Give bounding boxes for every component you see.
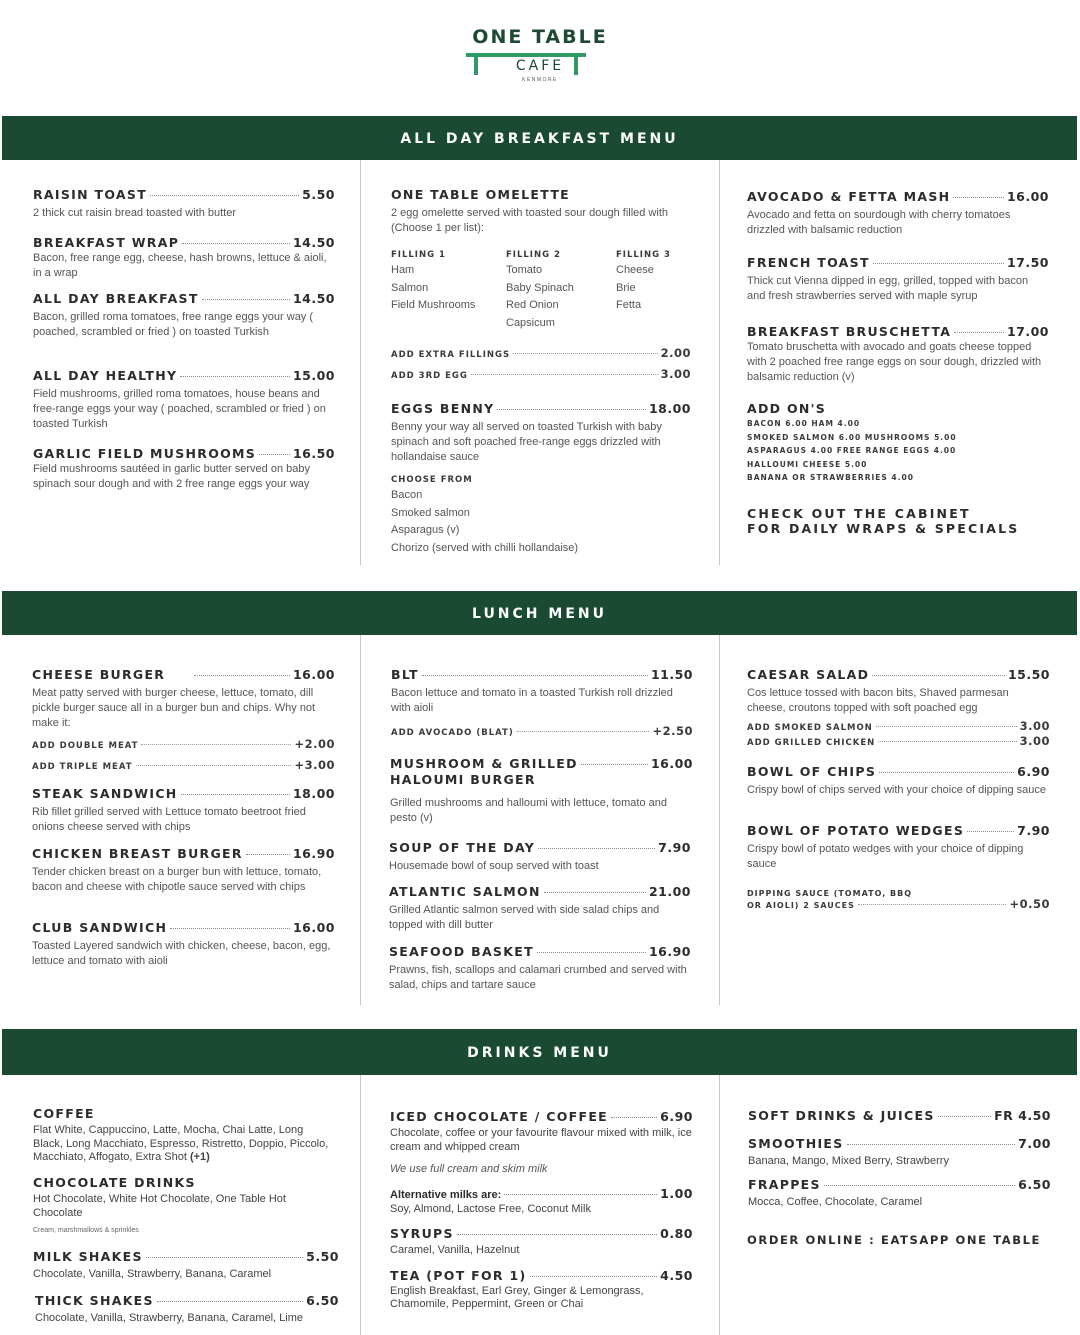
choose-label: CHOOSE FROM [391,475,473,485]
item-name: CAESAR SALAD [747,667,870,682]
item-desc: Bacon, free range egg, cheese, hash browns, lettuce & aioli, in a wrap [33,252,327,279]
menu-item [747,764,1050,798]
lunch-header: LUNCH MENU [2,591,1077,635]
addons [747,401,1049,485]
choice: Smoked salmon [391,506,470,519]
filling-option: Brie [616,281,636,294]
item-price: 15.00 [292,368,335,383]
item-name: ALL DAY BREAKFAST [33,291,199,306]
menu-item [33,446,335,492]
item-desc: Toasted Layered sandwich with chicken, cheese, bacon, egg, lettuce and tomato with aioli [32,940,331,967]
extra-price: 3.00 [1019,719,1050,733]
menu-item [390,756,693,826]
item-price: 18.00 [648,401,691,416]
extra-price: 2.00 [660,346,691,360]
filling-option: Ham [391,264,415,276]
item-price: 6.50 [306,1293,339,1308]
item-price: 11.50 [650,667,693,682]
item-price: 17.50 [1006,255,1049,270]
extra-price: 3.00 [660,367,691,381]
filling-option: Baby Spinach [506,281,574,294]
extra-name: ADD SMOKED SALMON [747,723,873,733]
choice: Chorizo (served with chilli hollandaise) [391,541,579,554]
filling-option: Cheese [616,264,654,276]
extra-name: ADD TRIPLE MEAT [32,762,133,772]
item-name: STEAK SANDWICH [32,786,178,801]
item-desc: Mocca, Coffee, Chocolate, Caramel [748,1196,923,1208]
addon-line: BANANA OR STRAWBERRIES 4.00 [747,473,914,482]
item-name: SOFT DRINKS & JUICES [748,1108,935,1123]
item-name: THICK SHAKES [35,1293,154,1308]
item-desc: Cos lettuce tossed with bacon bits, Shaved parmesan cheese, croutons topped with soft poached egg [747,687,1009,714]
choice: Bacon [391,489,423,501]
item-price: 0.80 [660,1226,693,1241]
promo-line: CHECK OUT THE CABINET [747,506,971,521]
extra-item [32,737,335,753]
item-price: 14.50 [292,291,335,306]
item-price: 5.50 [306,1249,339,1264]
extra-item [747,720,1050,750]
item-price: 16.90 [648,944,691,959]
item-note: Cream, marshmallows & sprinkles [33,1227,139,1234]
filling-option: Capsicum [506,316,555,329]
item-desc: Banana, Mango, Mixed Berry, Strawberry [748,1155,949,1167]
item-name: RAISIN TOAST [33,187,148,202]
item-name: CHEESE BURGER [32,667,166,682]
extra-item [391,724,693,740]
addon-line: BACON 6.00 HAM 4.00 [747,419,861,428]
extra-name: ADD 3RD EGG [391,371,468,381]
divider [719,635,720,1005]
drinks-header: DRINKS MENU [2,1029,1077,1075]
filling-option: Salmon [391,281,429,294]
menu-item [33,368,335,432]
item-name: BREAKFAST WRAP [33,235,180,250]
divider [719,160,720,565]
item-name: ICED CHOCOLATE / COFFEE [390,1109,609,1124]
item-price: 16.50 [292,446,335,461]
addon-line: HALLOUMI CHEESE 5.00 [747,459,868,469]
item-name: CLUB SANDWICH [32,920,168,935]
item-price: 14.50 [292,235,335,250]
item-name: TEA (POT FOR 1) [390,1268,527,1283]
addon-line: ASPARAGUS 4.00 FREE RANGE EGGS 4.00 [747,446,957,455]
filling-option: Fetta [616,299,642,311]
item-name: CHOCOLATE DRINKS [33,1175,196,1190]
item-desc: Meat patty served with burger cheese, lettuce, tomato, dill pickle burger sauce all in a burger bun and chips. Why not make it: [32,687,316,729]
extra-price: 3.00 [1019,734,1050,748]
menu-item [33,187,335,221]
item-name: HALOUMI BURGER [390,772,536,787]
item-price: 1.00 [660,1186,693,1201]
item-desc: Grilled Atlantic salmon served with side salad chips and topped with dill butter [389,904,660,931]
item-desc: Bacon lettuce and tomato in a toasted Turkish roll drizzled with aioli [391,687,673,714]
item-price: 16.90 [292,846,335,861]
extra-price: +2.00 [294,737,335,751]
item-name: FRENCH TOAST [747,255,870,270]
menu-item [32,920,335,969]
menu-item-cheese-burger [32,667,335,731]
item-desc: 2 thick cut raisin bread toasted with butter [33,207,236,219]
item-price: 18.00 [292,786,335,801]
item-name: FRAPPES [748,1177,821,1192]
item-name: AVOCADO & FETTA MASH [747,189,951,204]
filling-option: Tomato [506,264,543,276]
item-desc: Soy, Almond, Lactose Free, Coconut Milk [390,1203,591,1215]
logo-sub: KENMORE [522,77,558,83]
menu-item [748,1177,1051,1210]
item-price: 5.50 [302,187,335,202]
item-name: SYRUPS [390,1226,454,1241]
menu-item [390,1226,693,1258]
item-name: ONE TABLE OMELETTE [391,187,570,202]
menu-item [32,786,335,835]
item-name: BOWL OF CHIPS [747,764,877,779]
item-price: 6.90 [1017,764,1050,779]
menu-item [389,944,691,993]
item-desc: Crispy bowl of chips served with your choice of dipping sauce [747,784,1046,796]
menu-item [35,1293,339,1326]
item-name: BLT [391,667,419,682]
item-desc: Flat White, Cappuccino, Latte, Mocha, Chai Latte, Long Black, Long Macchiato, Espresso, Ristretto, Doppio, Piccolo, Macchiato, Affogato, Extra Shot [33,1124,329,1163]
item-desc: Chocolate, coffee or your favourite flavour mixed with milk, ice cream and whipped cream [390,1127,692,1153]
menu-item-eggs-benny [391,401,691,557]
menu-item-omelette [391,187,691,332]
item-name: ALL DAY HEALTHY [33,368,178,383]
item-price: 17.00 [1006,324,1049,339]
item-price: 16.00 [650,756,693,771]
item-price: 16.00 [292,667,335,682]
item-desc: Avocado and fetta on sourdough with cherry tomatoes drizzled with balsamic reduction [747,209,1011,236]
item-price: 6.90 [660,1109,693,1124]
item-name: ATLANTIC SALMON [389,884,541,899]
item-desc: 2 egg omelette served with toasted sour dough filled with (Choose 1 per list): [391,207,668,234]
addon-line: SMOKED SALMON 6.00 MUSHROOMS 5.00 [747,432,957,442]
item-desc: Tomato bruschetta with avocado and goats cheese topped with 2 poached free range eggs on sour dough, drizzled with balsamic reduction (v) [747,341,1042,383]
extra-price: +3.00 [294,758,335,772]
order-online-text: ORDER ONLINE : EATSAPP ONE TABLE [747,1233,1041,1247]
extra-price: +0.50 [1009,897,1050,911]
item-desc: Chocolate, Vanilla, Strawberry, Banana, Caramel, Lime [35,1312,303,1324]
extra-name: ADD EXTRA FILLINGS [391,350,511,360]
item-price: 7.90 [1017,823,1050,838]
filling-option: Field Mushrooms [391,299,476,311]
item-desc: Grilled mushrooms and halloumi with lettuce, tomato and pesto (v) [390,797,667,824]
item-desc: Field mushrooms, grilled roma tomatoes, house beans and free-range eggs your way ( poached, scrambled or fried ) on toasted Turkish [33,388,326,430]
item-desc: Caramel, Vanilla, Hazelnut [390,1244,520,1256]
item-price: 16.00 [1006,189,1049,204]
filling-option: Red Onion [506,299,559,311]
item-note: We use full cream and skim milk [390,1163,548,1175]
item-desc: Prawns, fish, scallops and calamari crumbed and served with salad, chips and tartare sauce [389,964,687,991]
item-name: SEAFOOD BASKET [389,944,534,959]
menu-item [747,823,1050,872]
menu-item [747,189,1049,238]
divider [360,160,361,565]
divider [360,635,361,1005]
filling-options [391,248,691,332]
extra-name: ADD AVOCADO (BLAT) [391,728,514,738]
alt-milks [390,1186,693,1217]
promo-line: FOR DAILY WRAPS & SPECIALS [747,521,1020,536]
menu-item [747,324,1049,385]
item-desc: Hot Chocolate, White Hot Chocolate, One Table Hot Chocolate [33,1193,286,1219]
item-price: FR 4.50 [994,1108,1051,1123]
item-desc: Tender chicken breast on a burger bun with lettuce, tomato, bacon and cheese with chipotle sauce served with chips [32,866,322,893]
item-name: BOWL OF POTATO WEDGES [747,823,965,838]
order-online [747,1233,1050,1248]
menu-item [390,1268,693,1310]
breakfast-header: ALL DAY BREAKFAST MENU [2,116,1077,160]
menu-item-caesar [747,667,1050,716]
menu-item [389,840,691,874]
logo-cafe: CAFE [515,58,565,74]
menu-item [33,291,335,340]
extra-item [391,367,691,383]
item-price: 7.90 [658,840,691,855]
menu-item [748,1136,1051,1169]
item-name: SOUP OF THE DAY [389,840,536,855]
item-desc: Chocolate, Vanilla, Strawberry, Banana, Caramel [33,1268,272,1280]
menu-item [33,1249,339,1282]
extra-name: DIPPING SAUCE (TOMATO, BBQ [747,889,913,898]
menu-item [747,255,1049,304]
item-name: Alternative milks are: [390,1189,502,1201]
menu-item [389,884,691,933]
divider [719,1075,720,1335]
divider [360,1075,361,1335]
item-desc: English Breakfast, Earl Grey, Ginger & Lemongrass, Chamomile, Peppermint, Green or Chai [390,1285,644,1310]
menu-item [748,1108,1051,1124]
item-name: SMOOTHIES [748,1136,844,1151]
extra-item [391,346,691,362]
extra-item [32,758,335,774]
menu-item-blt [391,667,693,716]
addons-title: ADD ON'S [747,401,827,416]
item-price: 7.00 [1018,1136,1051,1151]
item-desc: Thick cut Vienna dipped in egg, grilled, topped with bacon and fresh strawberries served with maple syrup [747,275,1029,302]
extra-name: ADD GRILLED CHICKEN [747,738,876,748]
item-name: BREAKFAST BRUSCHETTA [747,324,952,339]
item-price: 21.00 [648,884,691,899]
menu-item [32,846,335,895]
menu-item [33,235,335,281]
item-price: 16.00 [292,920,335,935]
item-desc: Rib fillet grilled served with Lettuce tomato beetroot fried onions cheese served with chips [32,806,306,833]
item-desc: Benny your way all served on toasted Turkish with baby spinach and soft poached free-range eggs drizzled with hollandaise sauce [391,421,662,463]
logo-name: ONE TABLE [472,26,608,48]
item-name: GARLIC FIELD MUSHROOMS [33,446,257,461]
extra-name: OR AIOLI) 2 SAUCES [747,901,855,910]
filling-label: FILLING 2 [506,250,561,260]
item-name: CHICKEN BREAST BURGER [32,846,243,861]
item-desc: Field mushrooms sautéed in garlic butter served on baby spinach sour dough and with 2 free range eggs your way [33,463,310,490]
item-desc: Bacon, grilled roma tomatoes, free range eggs your way ( poached, scrambled or fried ) on toasted Turkish [33,311,314,338]
item-desc: Crispy bowl of potato wedges with your choice of dipping sauce [747,843,1024,870]
item-name: MUSHROOM & GRILLED [390,756,578,771]
filling-label: FILLING 1 [391,250,446,260]
item-name: MILK SHAKES [33,1249,143,1264]
cabinet-note [747,506,1049,536]
extra-name: ADD DOUBLE MEAT [32,741,139,751]
menu-item-iced [390,1109,693,1177]
item-desc: Housemade bowl of soup served with toast [389,860,599,872]
filling-label: FILLING 3 [616,250,671,260]
item-name: COFFEE [33,1106,95,1121]
menu-item-chocolate [33,1175,335,1237]
extra-shot-price: (+1) [189,1151,210,1163]
choice: Asparagus (v) [391,524,460,536]
extra-item-dipping [747,888,1050,911]
item-price: 15.50 [1007,667,1050,682]
item-price: 4.50 [660,1268,693,1283]
extra-price: +2.50 [652,724,693,738]
cafe-logo [0,0,1080,114]
item-price: 6.50 [1018,1177,1051,1192]
menu-item-coffee [33,1106,335,1165]
item-name: EGGS BENNY [391,401,495,416]
